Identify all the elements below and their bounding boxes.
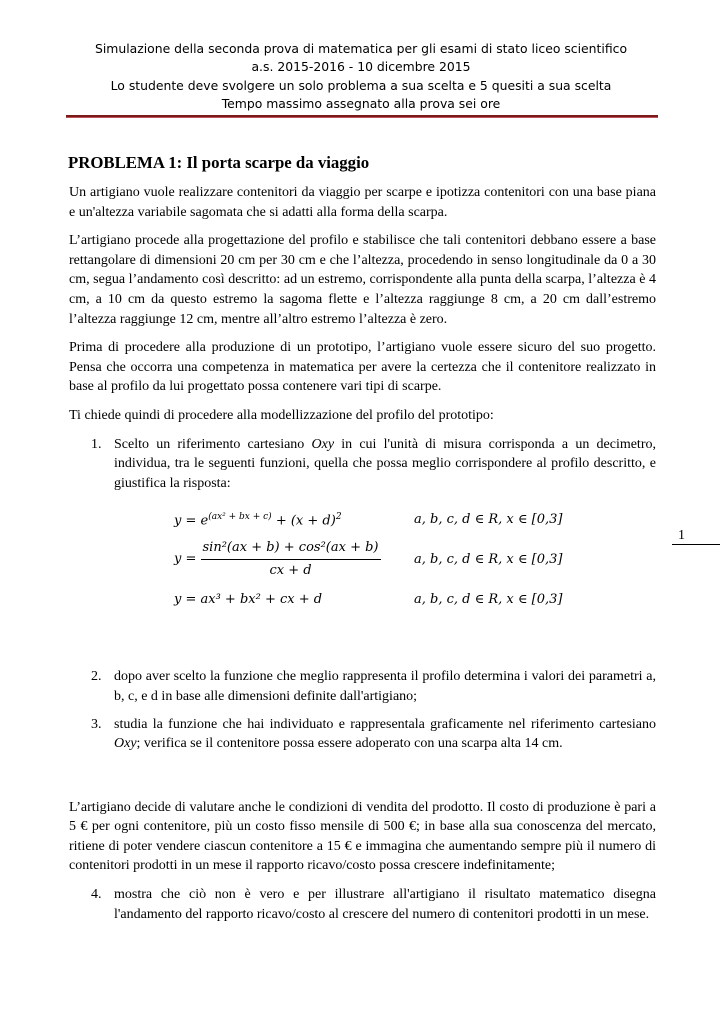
item-text: mostra che ciò non è vero e per illustrare all'artigiano il risultato matematico disegna l'andamento del rapporto ricavo/costo al crescere del numero di contenitori prodotti in un mese.	[114, 887, 656, 922]
problem-title: PROBLEMA 1: Il porta scarpe da viaggio	[68, 153, 370, 172]
paragraph-sales: L’artigiano decide di valutare anche le condizioni di vendita del prodotto. Il costo di produzione è pari a 5 € per ogni contenitore, più un costo fisso mensile di 500 €; in base alla sua conoscenza del mercato, ritiene di poter vendere ciascun contenitore a 15 € e immagina che aumentando sempre più il numero di contenitori prodotti in un mese il rapporto ricavo/costo possa crescere indefinitamente;	[69, 799, 656, 874]
paragraph-prototype: Prima di procedere alla produzione di un prototipo, l’artigiano vuole essere sicuro del suo progetto. Pensa che occorra una competenza in matematica per avere la certezza che il contenitore realizzato in base al profilo da lui progettato possa contenere vari tipi di scarpe.	[69, 340, 656, 395]
fraction-numerator: sin²(ax + b) + cos²(ax + b)	[201, 538, 381, 560]
function-options	[174, 501, 656, 617]
formula-condition: a, b, c, d ∈ R, x ∈ [0,3]	[414, 551, 563, 567]
item-text-part: ; verifica se il contenitore possa essere adoperato con una scarpa alta 14 cm.	[136, 736, 563, 752]
fraction-denominator: cx + d	[269, 562, 312, 578]
list-item-1	[69, 435, 656, 494]
header-line-4: Tempo massimo assegnato alla prova sei ore	[221, 96, 501, 112]
formula-condition: a, b, c, d ∈ R, x ∈ [0,3]	[414, 591, 563, 607]
list-item-4	[69, 885, 656, 924]
formula-expression	[174, 538, 414, 580]
exam-header	[66, 40, 656, 114]
item-variable: Oxy	[311, 436, 335, 452]
fraction	[201, 538, 381, 580]
paragraph-request: Ti chiede quindi di procedere alla modellizzazione del profilo del prototipo:	[69, 407, 494, 423]
item-text: dopo aver scelto la funzione che meglio rappresenta il profilo determina i valori dei parametri a, b, c, e d in base alle dimensioni definite dall'artigiano;	[114, 669, 656, 704]
paragraph-design: L’artigiano procede alla progettazione del profilo e stabilisce che tali contenitori debbano essere a base rettangolare di dimensioni 20 cm per 30 cm e che l’altezza, procedendo in senso longitudinale da 0 a 30 cm, segua l’andamento così descritto: ad un estremo, corrispondente alla punta della scarpa, l’altezza è 4 cm, a 10 cm da questo estremo la sagoma flette e l’altezza raggiunge 8 cm, a 20 cm dall’estremo l’altezza raggiunge 12 cm, mentre all’altro estremo l’altezza è zero.	[69, 233, 656, 327]
formula-part: + (x + d)	[271, 513, 336, 529]
formula-part: y =	[174, 551, 201, 567]
header-line-1: Simulazione della seconda prova di matematica per gli esami di stato liceo scientifico	[94, 41, 628, 56]
list-item-3	[69, 715, 656, 754]
formula-fraction	[174, 537, 656, 581]
list-item-2	[69, 667, 656, 706]
formula-exponent: (ax² + bx + c)	[208, 511, 272, 522]
item-number: 2.	[91, 669, 102, 685]
item-text-part: Scelto un riferimento cartesiano	[114, 436, 312, 452]
item-number: 1.	[91, 436, 102, 452]
formula-expression	[174, 508, 414, 531]
item-text-part: in cui l'unità di misura corrisponda a un decimetro, individua, tra le seguenti funzioni, quella che possa meglio corrispondere al profilo descritto, e giustifica la risposta:	[114, 436, 656, 491]
header-divider	[66, 115, 658, 118]
paragraph-intro: Un artigiano vuole realizzare contenitori da viaggio per scarpe e ipotizza contenitori con una base piana e un'altezza variabile sagomata che si adatti alla forma della scarpa.	[69, 185, 656, 220]
item-number: 4.	[91, 887, 102, 903]
item-text-part: studia la funzione che hai individuato e rappresentala graficamente nel riferimento cartesiano	[114, 716, 656, 732]
item-number: 3.	[91, 716, 102, 732]
formula-expression: y = ax³ + bx² + cx + d	[174, 591, 323, 607]
item-text	[114, 435, 656, 494]
header-line-2: a.s. 2015-2016 - 10 dicembre 2015	[251, 59, 471, 75]
formula-exponential	[174, 501, 656, 537]
formula-exponent: 2	[335, 511, 342, 522]
formula-cubic	[174, 581, 656, 617]
page-number: 1	[672, 528, 720, 545]
formula-part: y = e	[174, 513, 209, 529]
item-variable: Oxy	[114, 736, 137, 752]
problem-body	[69, 183, 656, 932]
formula-condition: a, b, c, d ∈ R, x ∈ [0,3]	[414, 511, 563, 527]
header-line-3: Lo studente deve svolgere un solo problema a sua scelta e 5 quesiti a sua scelta	[110, 77, 612, 93]
item-text	[114, 715, 656, 754]
